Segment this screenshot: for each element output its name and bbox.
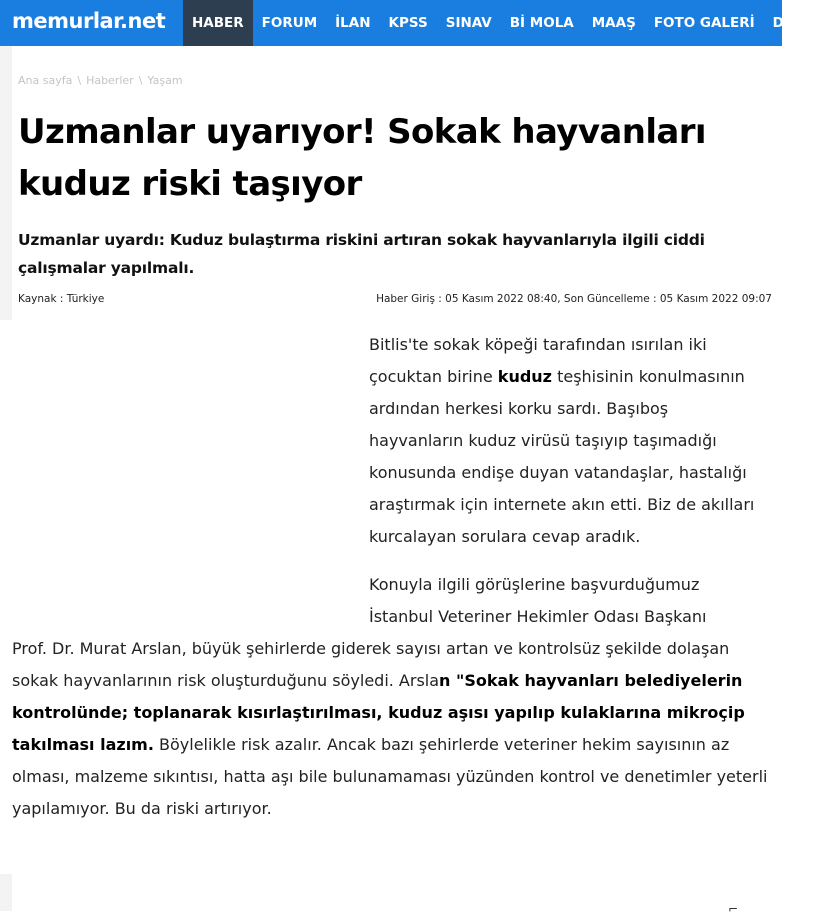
- article-paragraph-2: [12, 633, 774, 825]
- paragraph-text: Böylelikle risk azalır. Ancak bazı şehirlerde veteriner hekim sayısının az olması, malzeme sıkıntısı, hatta aşı bile bulunamaması yüzünden kontrol ve denetimler yeterli yapılamıyor. Bu da riski artırıyor.: [12, 735, 768, 818]
- left-edge-gap: [0, 320, 12, 874]
- breadcrumb: [18, 74, 183, 87]
- nav-item-forum[interactable]: FORUM: [261, 15, 318, 31]
- article-paragraph-2-top: Konuyla ilgili görüşlerine başvurduğumuz İstanbul Veteriner Hekimler Odası Başkanı: [369, 575, 707, 626]
- nav-item-diger[interactable]: DİĞER: [772, 15, 820, 31]
- article-title: Uzmanlar uyarıyor! Sokak hayvanları kuduz riski taşıyor: [18, 112, 706, 204]
- left-page-edge: [0, 46, 12, 911]
- paragraph-text: Prof. Dr. Murat Arslan, büyük şehirlerde giderek sayısı artan ve kontrolsüz şekilde dolaşan sokak hayvanlarının risk oluşturduğunu söyledi. Arsla: [12, 639, 730, 690]
- nav-item-sinav[interactable]: SINAV: [445, 15, 492, 31]
- paragraph-text: Bitlis'te sokak köpeği tarafından ısırılan iki çocuktan birine: [369, 335, 707, 386]
- paragraph-text: teşhisinin konulmasının ardından herkesi korku sardı. Başıboş hayvanların kuduz virüsü taşıyıp taşımadığı konusunda endişe duyan vatandaşlar, hastalığı araştırmak için internete akın etti. Biz de akılları kurcalayan sorulara cevap aradık.: [369, 367, 755, 546]
- nav-item-haber[interactable]: HABER: [183, 0, 253, 46]
- nav-item-bi-mola[interactable]: Bİ MOLA: [509, 15, 574, 31]
- bold-keyword: kuduz: [497, 367, 552, 386]
- article-subtitle: Uzmanlar uyardı: Kuduz bulaştırma riskini artıran sokak hayvanlarıyla ilgili ciddi çalışmalar yapılmalı.: [18, 231, 705, 277]
- breadcrumb-yasam[interactable]: Yaşam: [147, 74, 183, 87]
- nav-item-ilan[interactable]: İLAN: [335, 15, 371, 31]
- bold-quote: n "Sokak hayvanları belediyelerin kontrolünde; toplanarak kısırlaştırılması, kuduz aşısı yapılıp kulaklarına mikroçip takılması lazım.: [12, 671, 745, 754]
- article-paragraph-1: [369, 329, 764, 553]
- article-dates: Haber Giriş : 05 Kasım 2022 08:40, Son Güncelleme : 05 Kasım 2022 09:07: [376, 293, 772, 305]
- main-nav: [183, 0, 829, 46]
- article-source: Kaynak : Türkiye: [18, 293, 105, 305]
- nav-item-maas[interactable]: MAAŞ: [591, 15, 636, 31]
- site-logo[interactable]: memurlar.net: [12, 9, 166, 33]
- nav-item-foto-galeri[interactable]: FOTO GALERİ: [653, 15, 755, 31]
- top-navbar: [0, 0, 820, 46]
- breadcrumb-separator: \: [138, 74, 143, 87]
- breadcrumb-home[interactable]: Ana sayfa: [18, 74, 73, 87]
- nav-item-kpss[interactable]: KPSS: [388, 15, 428, 31]
- breadcrumb-haberler[interactable]: Haberler: [86, 74, 134, 87]
- cropped-edge-glyph: ⌐: [728, 902, 739, 916]
- breadcrumb-separator: \: [77, 74, 82, 87]
